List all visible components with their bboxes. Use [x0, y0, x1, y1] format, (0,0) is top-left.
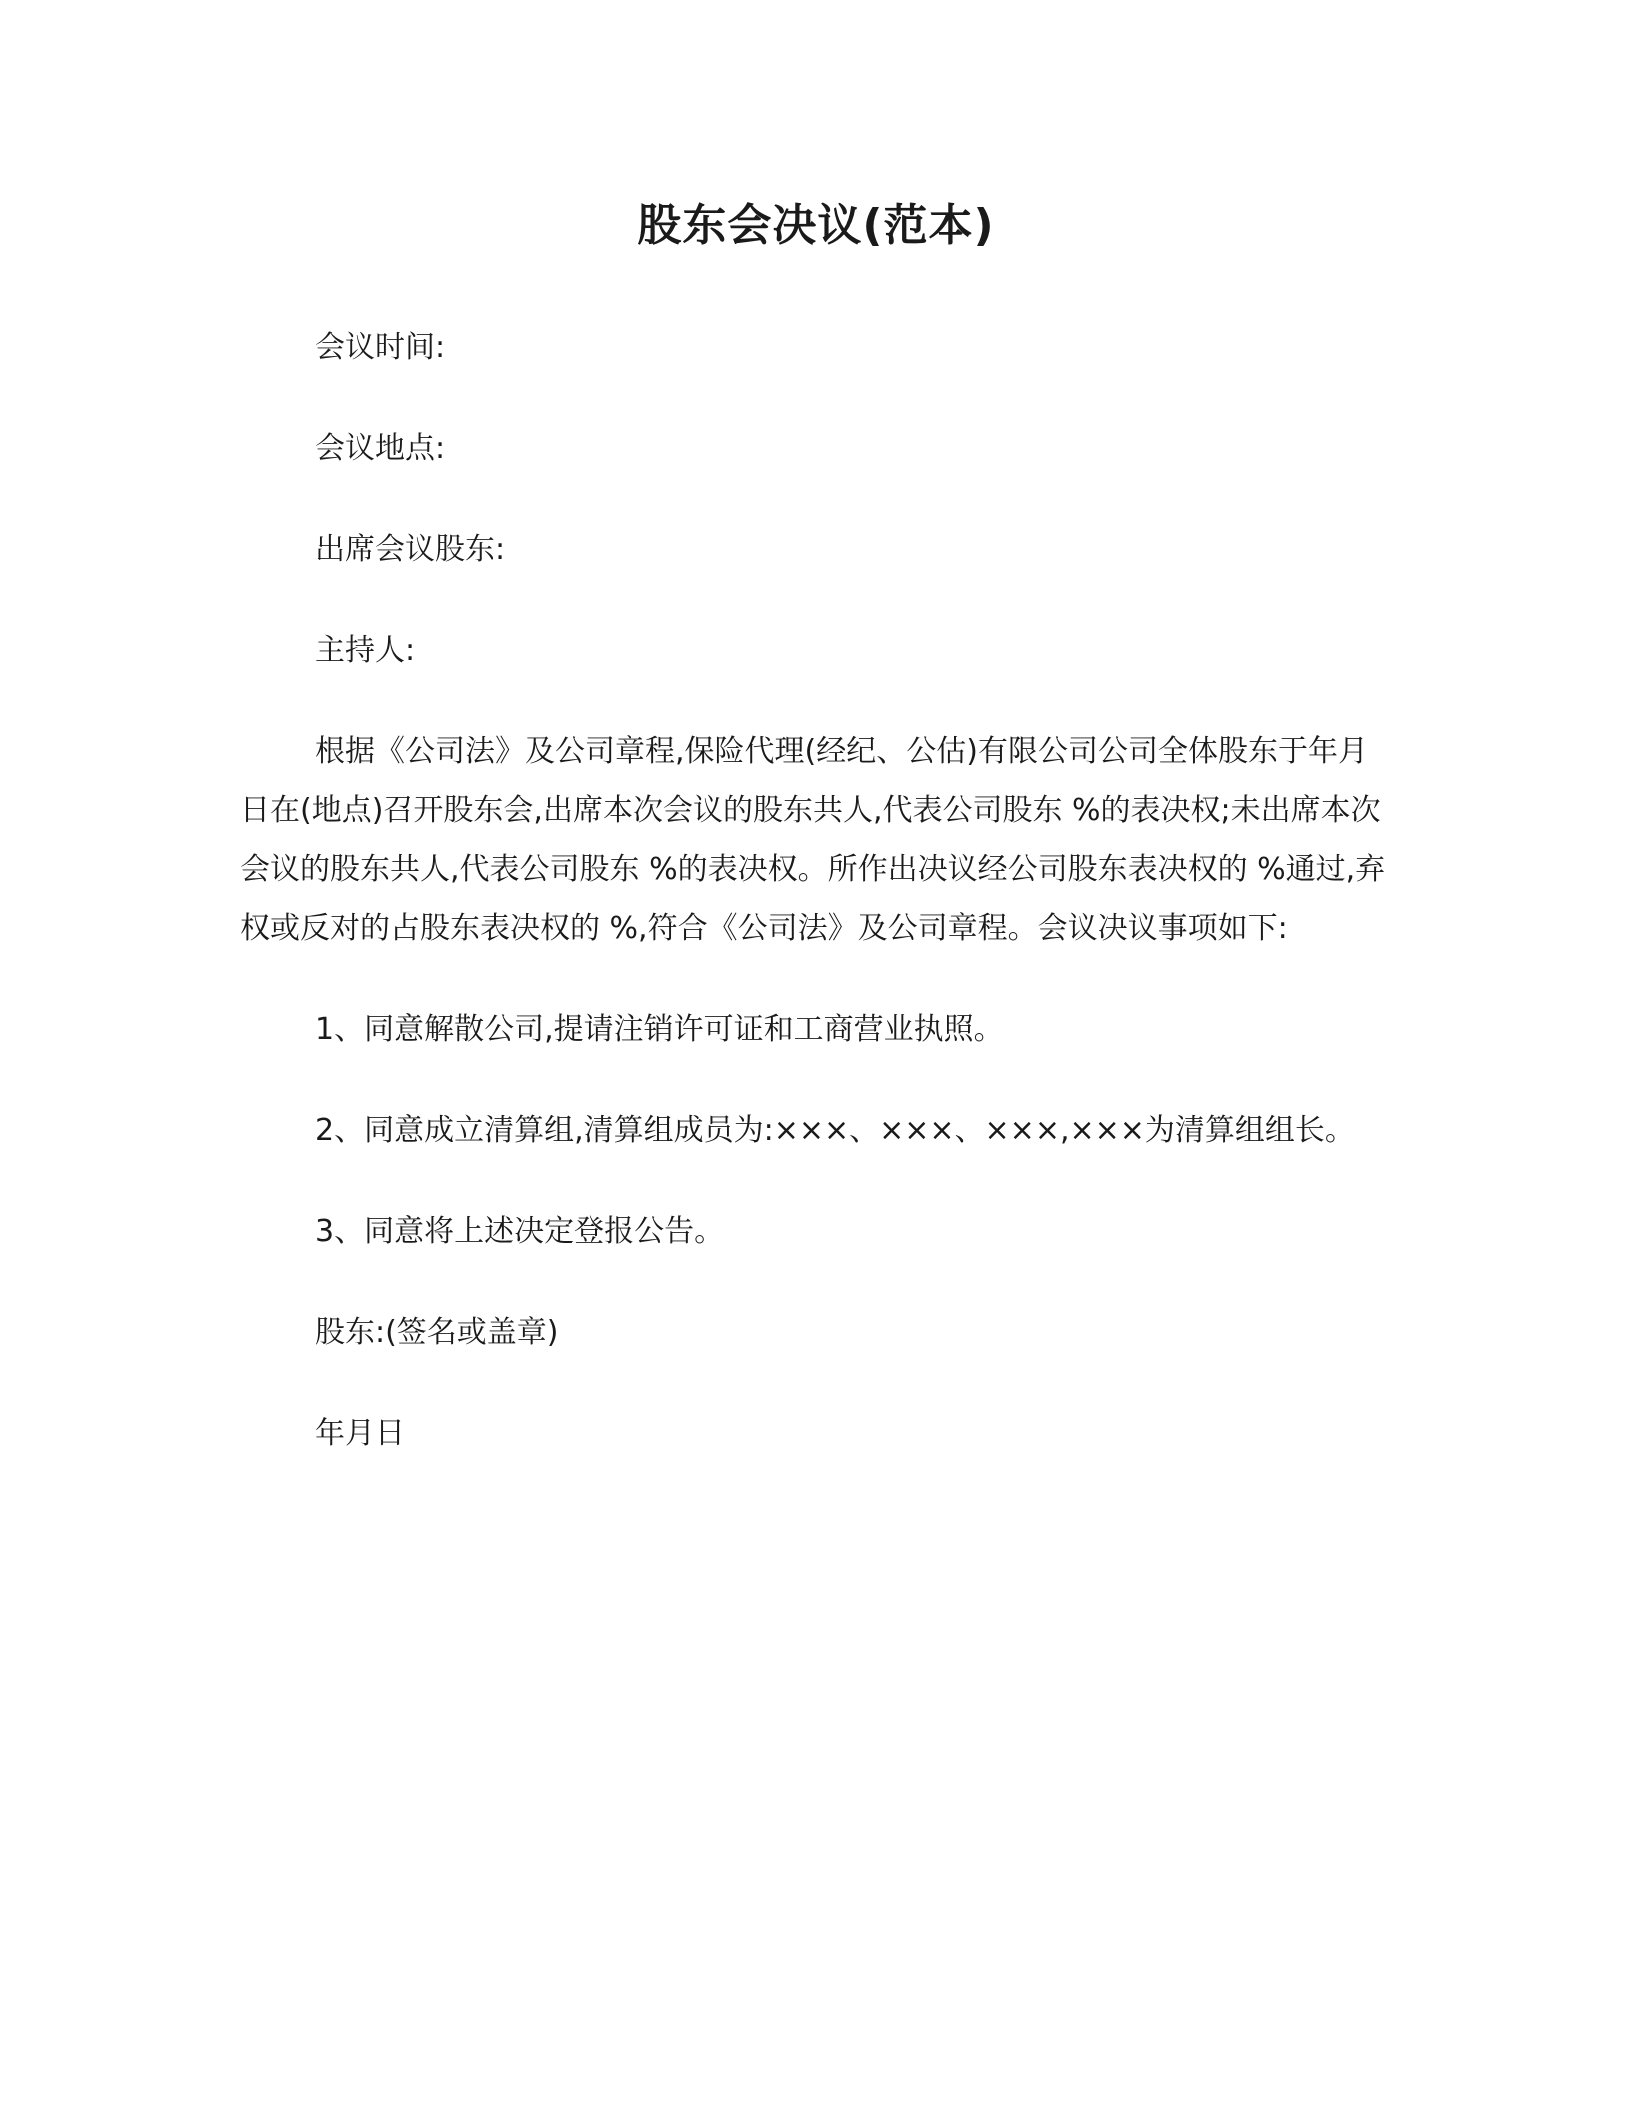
attending-shareholders-line: 出席会议股东:	[315, 532, 506, 567]
signature-line: 股东:(签名或盖章)	[315, 1315, 559, 1350]
document-title: 股东会决议(范本)	[637, 200, 995, 251]
intro-paragraph: 根据《公司法》及公司章程,保险代理(经纪、公估)有限公司公司全体股东于年月日在(地点)召开股东会,出席本次会议的股东共人,代表公司股东 %的表决权;未出席本次会议的股东共人,代表公司股东 %的表决权。所作出决议经公司股东表决权的 %通过,弃权或反对的占股东表决权的 %,符合《公司法》及公司章程。会议决议事项如下:	[240, 734, 1386, 946]
resolution-item-2: 2、同意成立清算组,清算组成员为:×××、×××、×××,×××为清算组组长。	[315, 1113, 1355, 1148]
date-line: 年月日	[315, 1416, 405, 1451]
meeting-time-line: 会议时间:	[315, 330, 446, 365]
resolution-item-1: 1、同意解散公司,提请注销许可证和工商营业执照。	[315, 1012, 1004, 1047]
document-body	[240, 318, 1390, 1505]
resolution-item-3: 3、同意将上述决定登报公告。	[315, 1214, 725, 1249]
meeting-place-line: 会议地点:	[315, 431, 446, 466]
host-line: 主持人:	[315, 633, 416, 668]
